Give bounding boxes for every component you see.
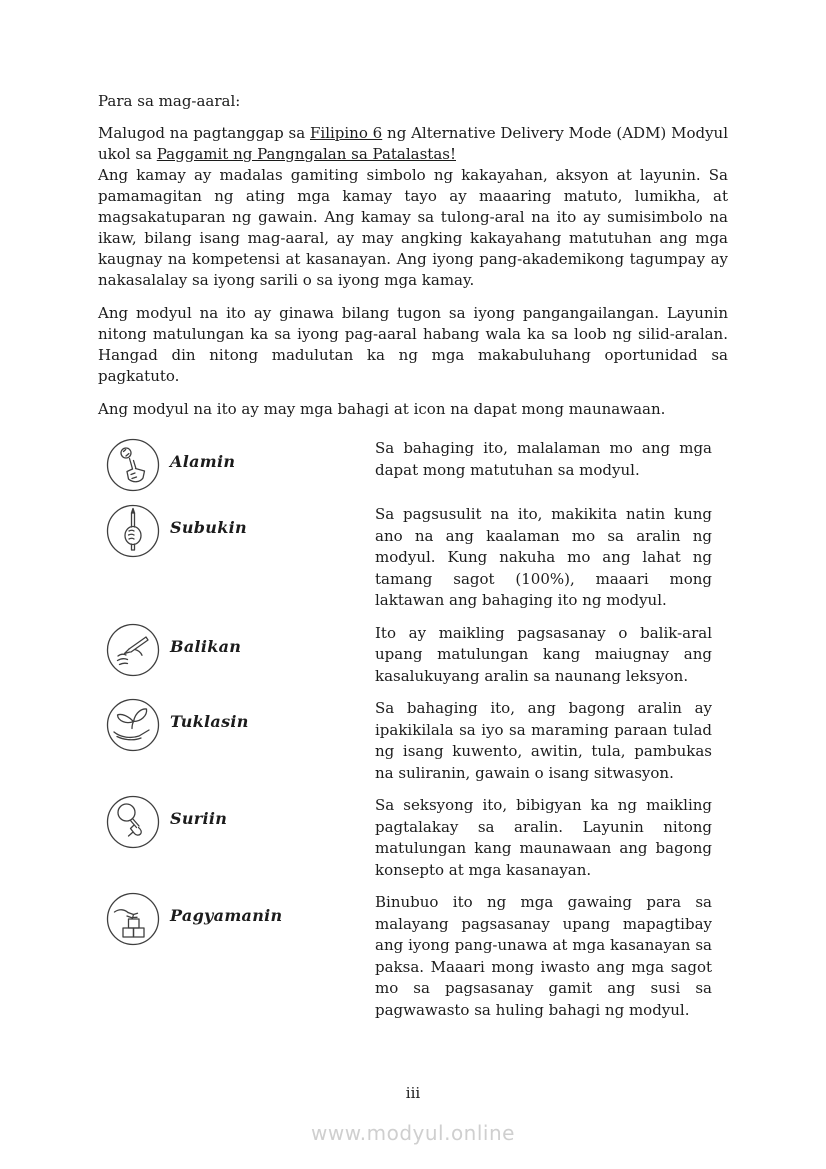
welcome-text-mid: ng Alternative Delivery Mode (ADM) Modyul ukol sa: [98, 124, 729, 163]
icon-row-tuklasin: [98, 697, 728, 784]
icon-description-subukin: Sa pagsusulit na ito, makikita natin kung ano na ang kaalaman mo sa aralin ng modyul. Kung nakuha mo ang lahat ng tamang sagot (100%), maaari mong laktawan ang bahaging ito ng modyul.: [375, 505, 712, 609]
pointer-hand-icon: [98, 437, 170, 493]
module-subject-underlined: Filipino 6: [309, 124, 383, 142]
watermark: www.modyul.online: [311, 1121, 515, 1145]
writing-hand-icon: [98, 622, 170, 678]
icon-label-balikan: Balikan: [170, 636, 242, 656]
icon-guide-table: [98, 437, 728, 1021]
icons-intro-paragraph: Ang modyul na ito ay may mga bahagi at icon na dapat mong maunawaan.: [98, 400, 666, 418]
page-number: iii: [405, 1084, 421, 1102]
icon-row-pagyamanin: [98, 891, 728, 1021]
icon-label-tuklasin: Tuklasin: [170, 712, 249, 731]
icon-label-subukin: Subukin: [170, 518, 247, 537]
icon-label-suriin: Suriin: [170, 809, 228, 828]
icon-row-suriin: [98, 794, 728, 881]
sprout-hand-icon: [98, 697, 170, 753]
pencil-hand-icon: [98, 503, 170, 559]
welcome-paragraph: [98, 123, 728, 165]
icon-row-subukin: [98, 503, 728, 612]
hand-symbol-paragraph: Ang kamay ay madalas gamiting simbolo ng kakayahan, aksyon at layunin. Sa pamamagitan ng ating mga kamay tayo ay maaaring matuto, lumikha, at magsakatuparan ng gawain. Ang kamay sa tulong-aral na ito ay sumisimbolo na ikaw, bilang isang mag-aaral, ay may angking kakayahang matutuhan ang mga kaugnay na kompetensi at kasanayan. Ang iyong pang-akademikong tagumpay ay nakasalalay sa iyong sarili o sa iyong mga kamay.: [98, 166, 728, 289]
blocks-hand-icon: [98, 891, 170, 947]
icon-description-alamin: Sa bahaging ito, malalaman mo ang mga dapat mong matutuhan sa modyul.: [375, 439, 712, 479]
icon-description-balikan: Ito ay maikling pagsasanay o balik-aral upang matulungan kang maiugnay ang kasalukuyang aralin sa naunang leksyon.: [375, 623, 712, 685]
icon-row-balikan: [98, 622, 728, 688]
magnifier-hand-icon: [98, 794, 170, 850]
icon-description-suriin: Sa seksyong ito, bibigyan ka ng maikling pagtalakay sa aralin. Layunin nitong matulungan kang maunawaan ang bagong konsepto at mga kasanayan.: [375, 796, 712, 879]
icon-label-pagyamanin: Pagyamanin: [170, 906, 283, 925]
icon-label-alamin: Alamin: [170, 452, 236, 471]
icon-description-tuklasin: Sa bahaging ito, ang bagong aralin ay ipakikilala sa iyo sa maraming paraan tulad ng isang kuwento, awitin, tula, pambukas na suliranin, gawain o isang sitwasyon.: [375, 699, 712, 782]
icon-description-pagyamanin: Binubuo ito ng mga gawaing para sa malayang pagsasanay upang mapagtibay ang iyong pang-unawa at mga kasanayan sa paksa. Maaari mong iwasto ang mga sagot mo sa pagsasanay gamit ang susi sa pagwawasto sa huling bahagi ng modyul.: [375, 893, 712, 1019]
welcome-text-pre: Malugod na pagtanggap sa: [98, 124, 310, 142]
icon-row-alamin: [98, 437, 728, 493]
greeting-line: Para sa mag-aaral:: [98, 92, 241, 110]
page-content: [98, 92, 728, 1031]
module-title-underlined: Paggamit ng Pangngalan sa Patalastas!: [156, 145, 456, 163]
module-purpose-paragraph: Ang modyul na ito ay ginawa bilang tugon sa iyong pangangailangan. Layunin nitong matulungan ka sa iyong pag-aaral habang wala ka sa loob ng silid-aralan. Hangad din nitong madulutan ka ng mga makabuluhang oportunidad sa pagkatuto.: [98, 304, 728, 385]
